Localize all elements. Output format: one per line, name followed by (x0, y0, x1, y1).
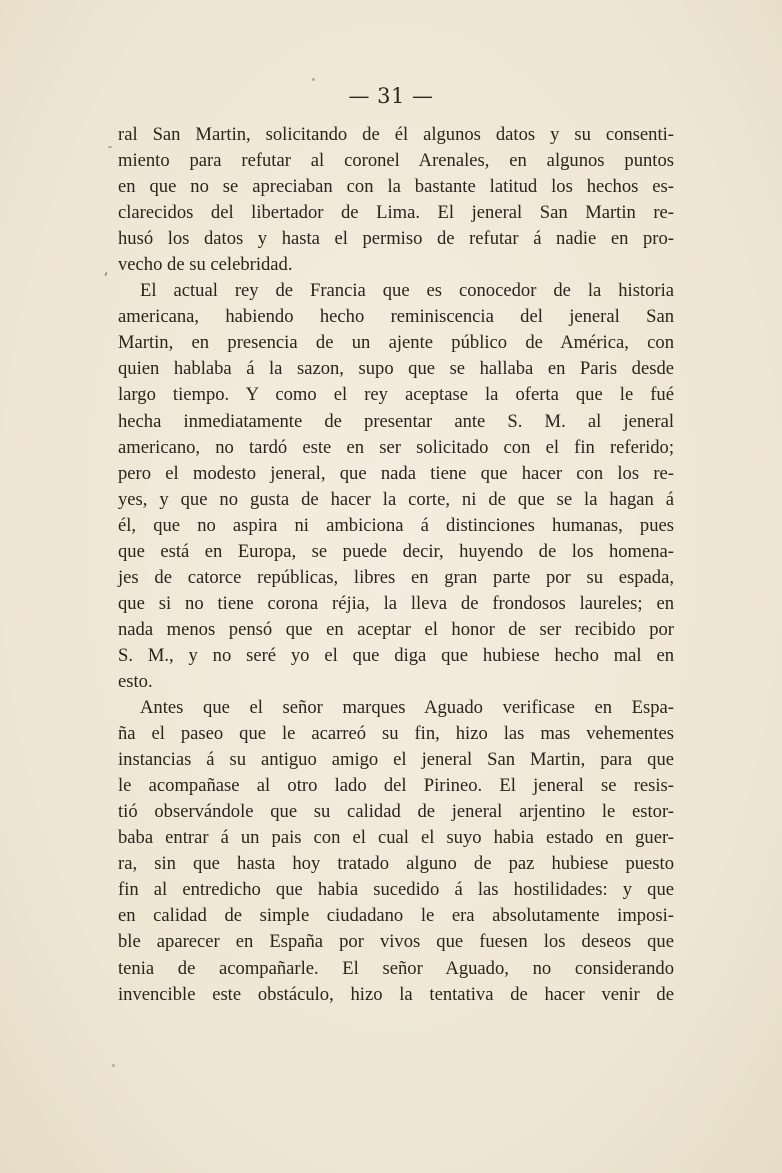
text-line: Martin, en presencia de un ajente público de América, con (118, 332, 674, 354)
text-line: ble aparecer en España por vivos que fuesen los deseos que (118, 931, 674, 953)
text-line: invencible este obstáculo, hizo la tentativa de hacer venir de (118, 983, 674, 1005)
text-line: ral San Martin, solicitando de él algunos datos y su consenti- (118, 124, 674, 145)
paper-speck (108, 146, 112, 148)
text-line: fin al entredicho que habia sucedido á las hostilidades: y que (118, 879, 674, 901)
text-line: tió observándole que su calidad de jeneral arjentino le estor- (118, 801, 674, 823)
paper-speck (312, 78, 315, 81)
text-line: vecho de su celebridad. (118, 254, 293, 276)
text-line: que si no tiene corona réjia, la lleva de frondosos laureles; en (118, 592, 674, 614)
text-line: le acompañase al otro lado del Pirineo. El jeneral se resis- (118, 775, 674, 797)
page-number: — 31 — (348, 84, 434, 108)
text-line: yes, y que no gusta de hacer la corte, ni de que se la hagan á (118, 488, 674, 510)
text-line: que está en Europa, se puede decir, huyendo de los homena- (118, 540, 674, 562)
text-line: esto. (118, 670, 153, 692)
text-line: Antes que el señor marques Aguado verificase en Espa- (140, 697, 674, 719)
text-line: en que no se apreciaban con la bastante latitud los hechos es- (118, 176, 674, 198)
text-line: El actual rey de Francia que es conocedor de la historia (140, 280, 674, 302)
text-line: largo tiempo. Y como el rey aceptase la oferta que le fué (118, 384, 674, 406)
text-line: americana, habiendo hecho reminiscencia del jeneral San (118, 306, 674, 328)
text-line: clarecidos del libertador de Lima. El jeneral San Martin re- (118, 202, 674, 224)
text-line: nada menos pensó que en aceptar el honor de ser recibido por (118, 618, 674, 640)
text-line: instancias á su antiguo amigo el jeneral San Martin, para que (118, 749, 674, 771)
text-line: quien hablaba á la sazon, supo que se hallaba en Paris desde (118, 358, 674, 380)
text-line: pero el modesto jeneral, que nada tiene que hacer con los re- (118, 462, 674, 484)
text-line: él, que no aspira ni ambiciona á distinciones humanas, pues (118, 514, 674, 536)
text-line: tenia de acompañarle. El señor Aguado, no considerando (118, 957, 674, 979)
text-line: baba entrar á un pais con el cual el suyo habia estado en guer- (118, 827, 674, 849)
text-line: en calidad de simple ciudadano le era absolutamente imposi- (118, 905, 674, 927)
text-line: S. M., y no seré yo el que diga que hubiese hecho mal en (118, 644, 674, 666)
text-line: hecha inmediatamente de presentar ante S. M. al jeneral (118, 410, 674, 432)
text-line: americano, no tardó este en ser solicitado con el fin referido; (118, 436, 674, 458)
margin-comma-mark: , (104, 262, 109, 278)
text-line: ña el paseo que le acarreó su fin, hizo las mas vehementes (118, 723, 674, 745)
text-line: ra, sin que hasta hoy tratado alguno de paz hubiese puesto (118, 853, 674, 875)
text-line: jes de catorce repúblicas, libres en gran parte por su espada, (118, 566, 674, 588)
paper-speck (112, 1064, 115, 1067)
text-line: husó los datos y hasta el permiso de refutar á nadie en pro- (118, 228, 674, 250)
body-text (118, 122, 674, 1008)
text-line: miento para refutar al coronel Arenales, en algunos puntos (118, 150, 674, 172)
